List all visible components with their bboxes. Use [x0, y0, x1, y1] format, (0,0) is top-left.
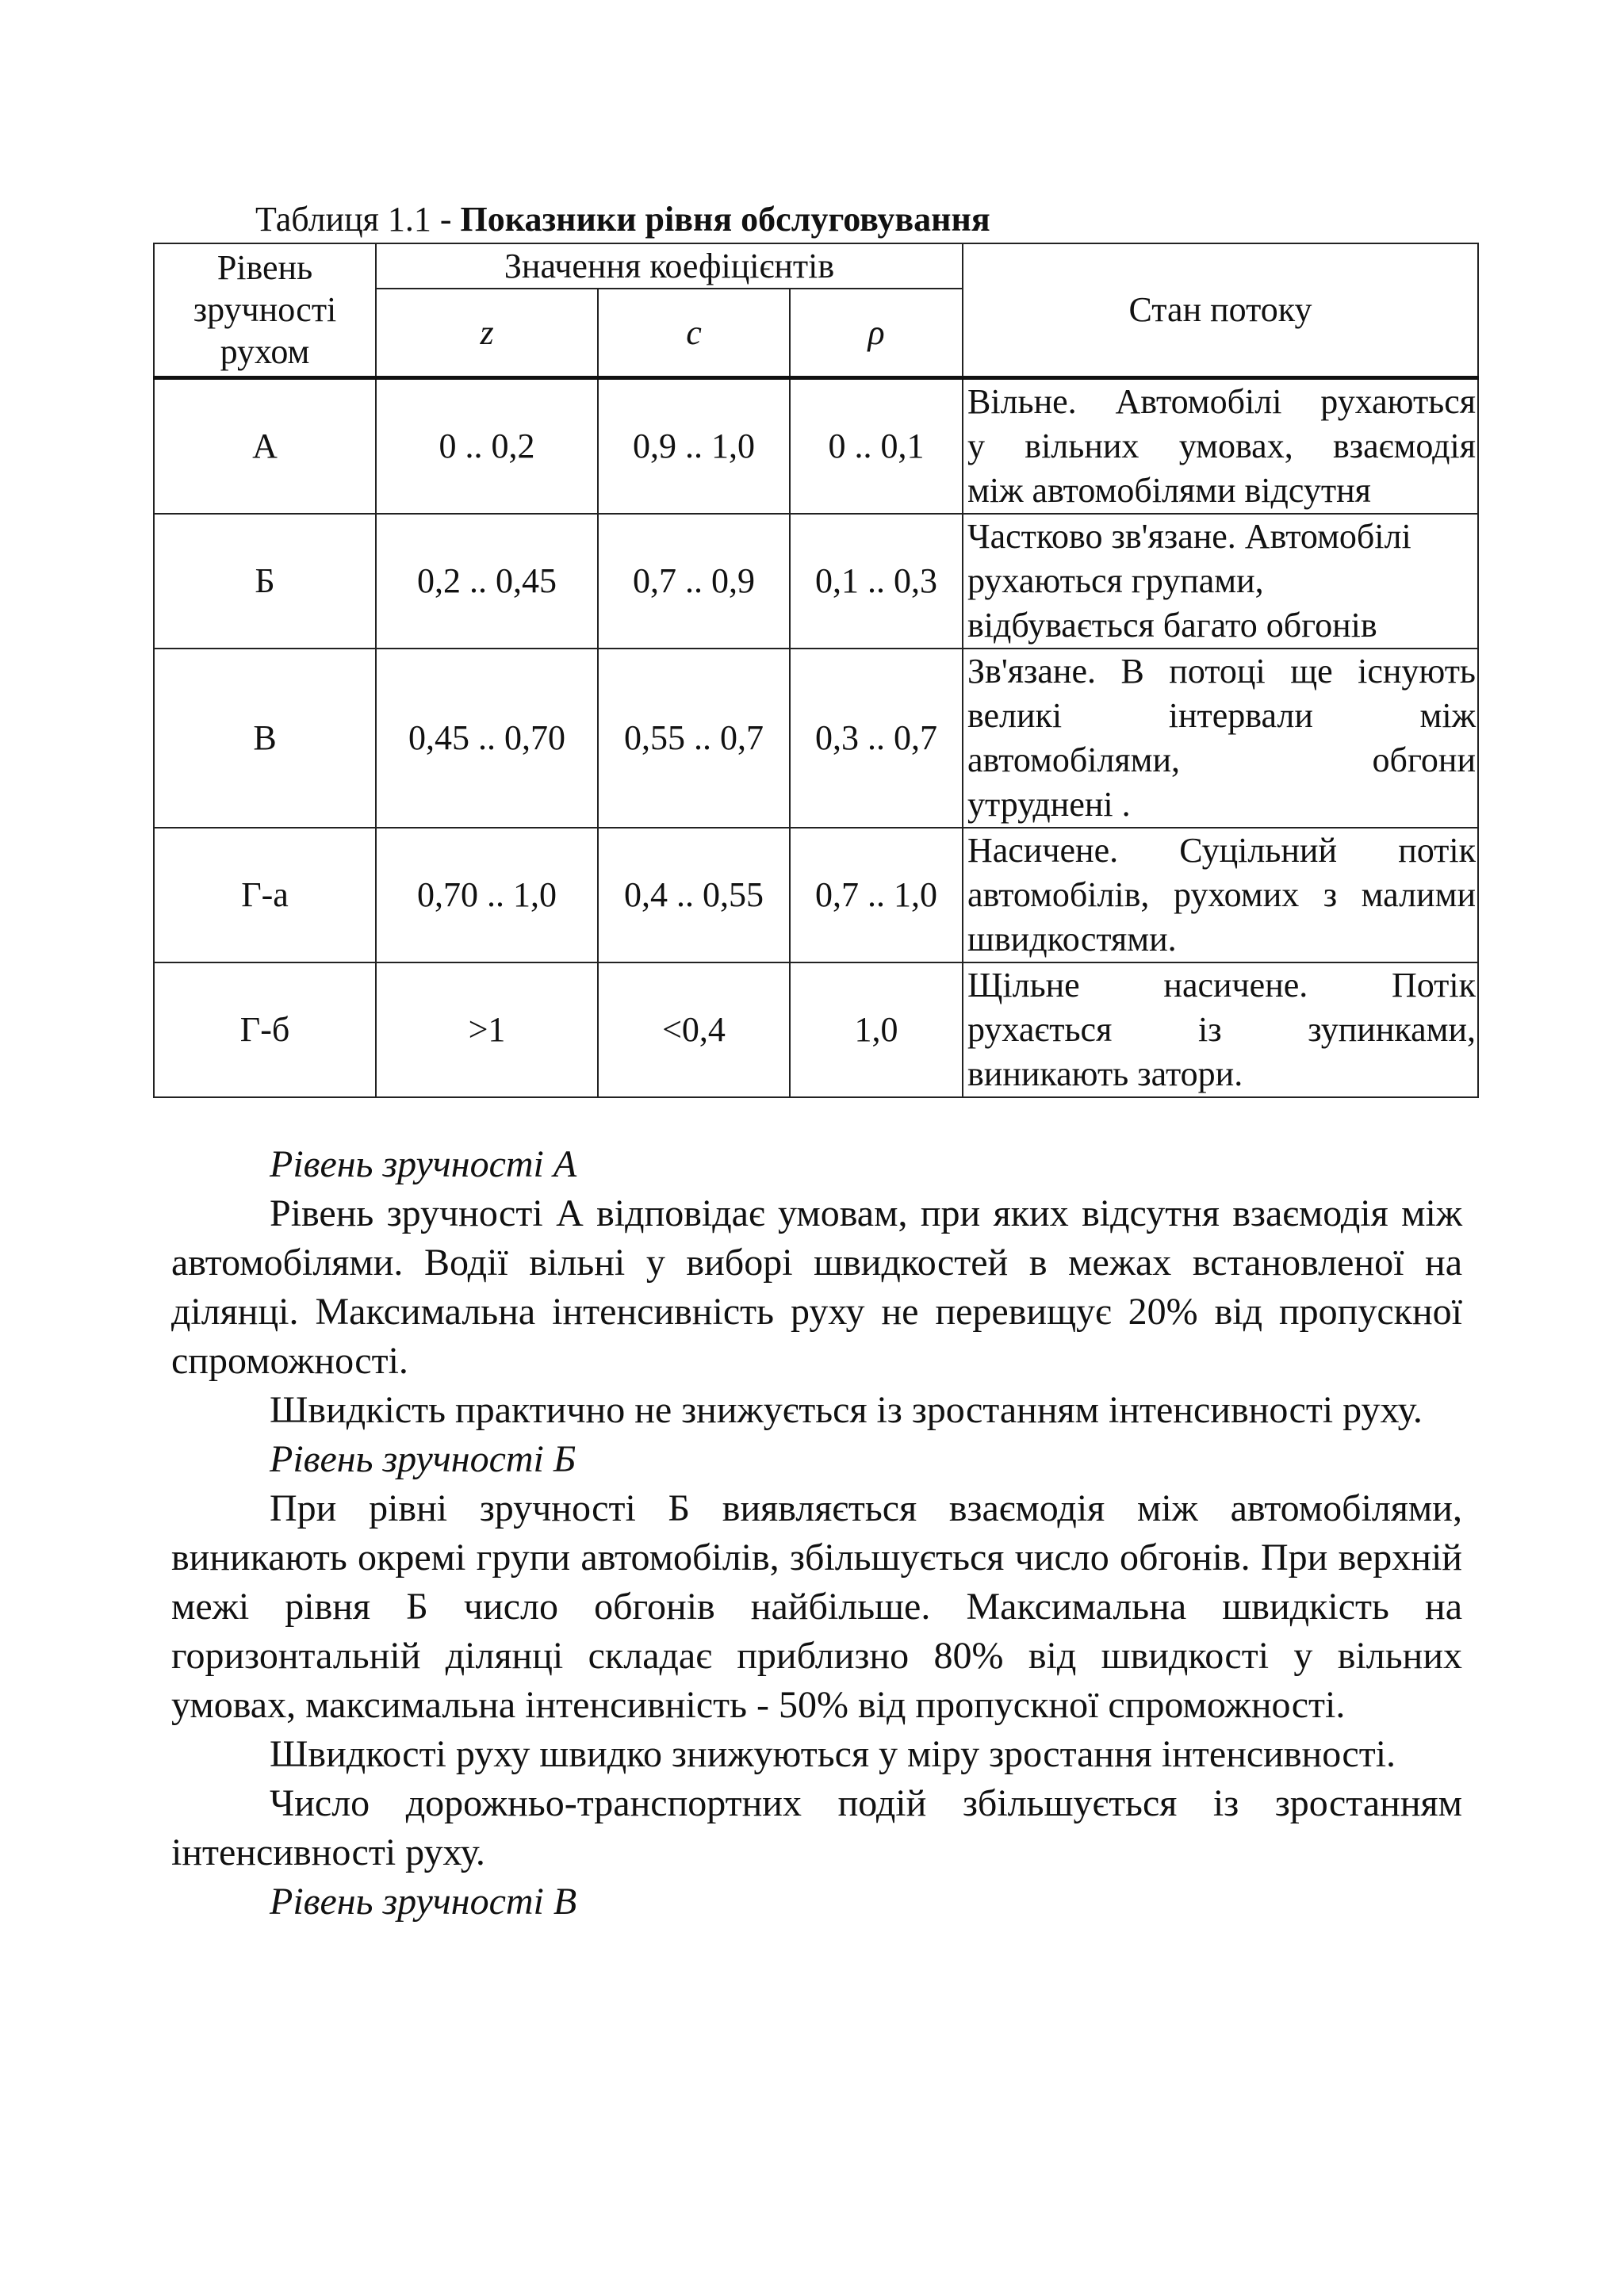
cell-c: 0,4 .. 0,55: [598, 828, 790, 962]
cell-state: [963, 514, 1478, 649]
header-c: c: [598, 289, 790, 377]
cell-c: <0,4: [598, 962, 790, 1097]
cell-state: [963, 649, 1478, 828]
cell-state: [963, 962, 1478, 1097]
header-coefficients: Значення коефіцієнтів: [376, 243, 963, 289]
state-line: рухаються групами,: [967, 561, 1264, 600]
cell-c: 0,55 .. 0,7: [598, 649, 790, 828]
table-row: [154, 828, 1478, 962]
table-caption: [255, 198, 990, 241]
cell-level: Б: [154, 514, 376, 649]
state-line: автомобілями, обгони: [967, 740, 1476, 779]
cell-state: [963, 828, 1478, 962]
section-heading-b: Рівень зручності Б: [270, 1438, 576, 1480]
cell-rho: 0,1 .. 0,3: [790, 514, 963, 649]
state-line: Насичене. Суцільний потік: [967, 830, 1476, 870]
service-level-table: [153, 243, 1479, 1098]
header-z: z: [376, 289, 598, 377]
state-line: Вільне. Автомобілі рухаються: [967, 381, 1476, 421]
cell-c: 0,9 .. 1,0: [598, 377, 790, 514]
state-line: виникають затори.: [967, 1054, 1243, 1093]
cell-rho: 0 .. 0,1: [790, 377, 963, 514]
state-line: утруднені .: [967, 784, 1131, 824]
cell-level: Г-б: [154, 962, 376, 1097]
table-row: [154, 377, 1478, 514]
cell-level: А: [154, 377, 376, 514]
state-line: між автомобілями відсутня: [967, 470, 1371, 510]
table-row: [154, 962, 1478, 1097]
state-line: Щільне насичене. Потік: [967, 965, 1476, 1004]
header-state: Стан потоку: [963, 243, 1478, 377]
state-line: великі інтервали між: [967, 695, 1476, 735]
header-rho: ρ: [790, 289, 963, 377]
paragraph: Рівень зручності А відповідає умовам, при яких відсутня взаємодія між автомобілями. Водії вільні у виборі швидкостей в межах встановленої на ділянці. Максимальна інтенсивність руху не перевищує 20% від пропускної спроможності.: [171, 1192, 1462, 1382]
state-line: у вільних умовах, взаємодія: [967, 426, 1476, 465]
state-line: рухається із зупинками,: [967, 1009, 1476, 1049]
state-line: Частково зв'язане. Автомобілі: [967, 516, 1411, 556]
cell-rho: 0,3 .. 0,7: [790, 649, 963, 828]
cell-z: >1: [376, 962, 598, 1097]
cell-state: [963, 377, 1478, 514]
state-line: Зв'язане. В потоці ще існують: [967, 651, 1476, 691]
table-row: [154, 649, 1478, 828]
state-line: відбувається багато обгонів: [967, 605, 1377, 645]
state-line: автомобілів, рухомих з малими: [967, 874, 1476, 914]
cell-rho: 0,7 .. 1,0: [790, 828, 963, 962]
paragraph: Швидкості руху швидко знижуються у міру зростання інтенсивності.: [270, 1733, 1396, 1775]
paragraph: Число дорожньо-транспортних подій збільшується із зростанням інтенсивності руху.: [171, 1782, 1462, 1873]
state-line: швидкостями.: [967, 919, 1177, 959]
table-caption-prefix: Таблиця 1.1 -: [255, 200, 461, 239]
table-header-row: [154, 243, 1478, 289]
paragraph: При рівні зручності Б виявляється взаємодія між автомобілями, виникають окремі групи автомобілів, збільшується число обгонів. При верхній межі рівня Б число обгонів найбільше. Максимальна швидкість на горизонтальній ділянці складає приблизно 80% від швидкості у вільних умовах, максимальна інтенсивність - 50% від пропускної спроможності.: [171, 1487, 1462, 1726]
table-caption-title: Показники рівня обслуговування: [460, 200, 990, 239]
cell-level: Г-а: [154, 828, 376, 962]
cell-z: 0,70 .. 1,0: [376, 828, 598, 962]
header-level: Рівень зручності рухом: [154, 243, 376, 377]
table-row: [154, 514, 1478, 649]
section-heading-a: Рівень зручності А: [270, 1143, 577, 1185]
cell-z: 0,45 .. 0,70: [376, 649, 598, 828]
section-heading-c: Рівень зручності В: [270, 1881, 577, 1923]
paragraph: Швидкість практично не знижується із зростанням інтенсивності руху.: [270, 1389, 1423, 1431]
cell-c: 0,7 .. 0,9: [598, 514, 790, 649]
cell-z: 0,2 .. 0,45: [376, 514, 598, 649]
cell-level: В: [154, 649, 376, 828]
body-text: [171, 1140, 1462, 1927]
cell-rho: 1,0: [790, 962, 963, 1097]
cell-z: 0 .. 0,2: [376, 377, 598, 514]
